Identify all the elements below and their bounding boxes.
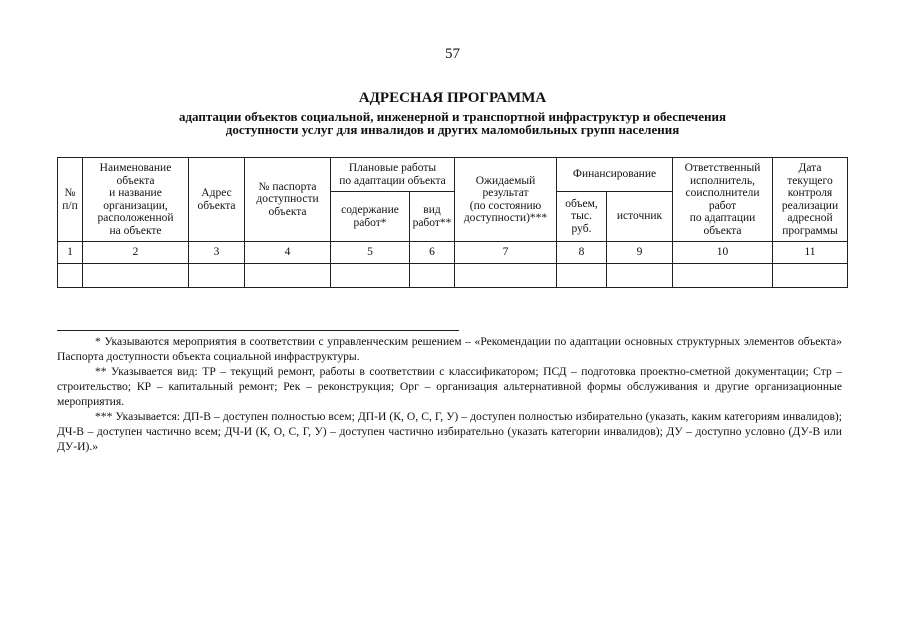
- footnote-3: *** Указывается: ДП-В – доступен полностью всем; ДП-И (К, О, С, Г, У) – доступен полностью избирательно (указать, каким категориям инвалидов); ДЧ-В – доступен частично всем; ДЧ-И (К, О, С, Г, У) – доступен частично избирательно (указать категории инвалидов); ДУ – доступно условно (ДУ-В или ДУ-И).»: [57, 410, 842, 453]
- header-financing: Финансирование: [557, 158, 673, 192]
- column-number: 10: [673, 242, 773, 264]
- footnote-separator: [57, 330, 459, 331]
- column-number: 11: [773, 242, 848, 264]
- empty-cell: [410, 264, 455, 288]
- column-number: 5: [331, 242, 410, 264]
- header-passport: № паспорта доступности объекта: [245, 158, 331, 242]
- empty-cell: [245, 264, 331, 288]
- column-number: 3: [189, 242, 245, 264]
- column-number: 7: [455, 242, 557, 264]
- empty-data-row: [58, 264, 848, 288]
- empty-cell: [331, 264, 410, 288]
- column-number: 6: [410, 242, 455, 264]
- empty-cell: [83, 264, 189, 288]
- subtitle-line-2: доступности услуг для инвалидов и других маломобильных групп населения: [225, 122, 680, 137]
- header-work-content: содержание работ*: [331, 192, 410, 242]
- address-program-table: [57, 157, 848, 288]
- header-planned-works: Плановые работы по адаптации объекта: [331, 158, 455, 192]
- footnote-1: * Указываются мероприятия в соответствии с управленческим решением – «Рекомендации по адаптации основных структурных элементов объекта» Паспорта доступности объекта социальной инфраструктуры.: [57, 335, 842, 363]
- header-control-date: Дата текущего контроля реализации адресной программы: [773, 158, 848, 242]
- column-numbers-row: [58, 242, 848, 264]
- header-source: источник: [607, 192, 673, 242]
- footnote-2: ** Указывается вид: ТР – текущий ремонт, работы в соответствии с классификатором; ПСД – подготовка проектно-сметной документации; Стр – строительство; КР – капитальный ремонт; Рек – реконструкция; Орг – организация альтернативной формы обслуживания и другие организационные мероприятия.: [57, 365, 842, 408]
- subtitle-line-1: адаптации объектов социальной, инженерной и транспортной инфраструктур и обеспечения: [178, 109, 727, 124]
- column-number: 8: [557, 242, 607, 264]
- page-number: 57: [445, 46, 460, 62]
- header-volume: объем, тыс. руб.: [557, 192, 607, 242]
- column-number: 1: [58, 242, 83, 264]
- document-subtitle: [120, 110, 785, 136]
- empty-cell: [58, 264, 83, 288]
- column-number: 2: [83, 242, 189, 264]
- document-title: АДРЕСНАЯ ПРОГРАММА: [358, 90, 547, 106]
- header-name: Наименование объекта и название организации, расположенной на объекте: [83, 158, 189, 242]
- header-expected-result: Ожидаемый результат (по состоянию доступности)***: [455, 158, 557, 242]
- empty-cell: [673, 264, 773, 288]
- header-responsible: Ответственный исполнитель, соисполнители работ по адаптации объекта: [673, 158, 773, 242]
- empty-cell: [607, 264, 673, 288]
- header-address: Адрес объекта: [189, 158, 245, 242]
- footnotes: [57, 334, 842, 454]
- column-number: 4: [245, 242, 331, 264]
- empty-cell: [455, 264, 557, 288]
- header-work-kind: вид работ**: [410, 192, 455, 242]
- column-number: 9: [607, 242, 673, 264]
- empty-cell: [557, 264, 607, 288]
- empty-cell: [773, 264, 848, 288]
- header-num: № п/п: [58, 158, 83, 242]
- empty-cell: [189, 264, 245, 288]
